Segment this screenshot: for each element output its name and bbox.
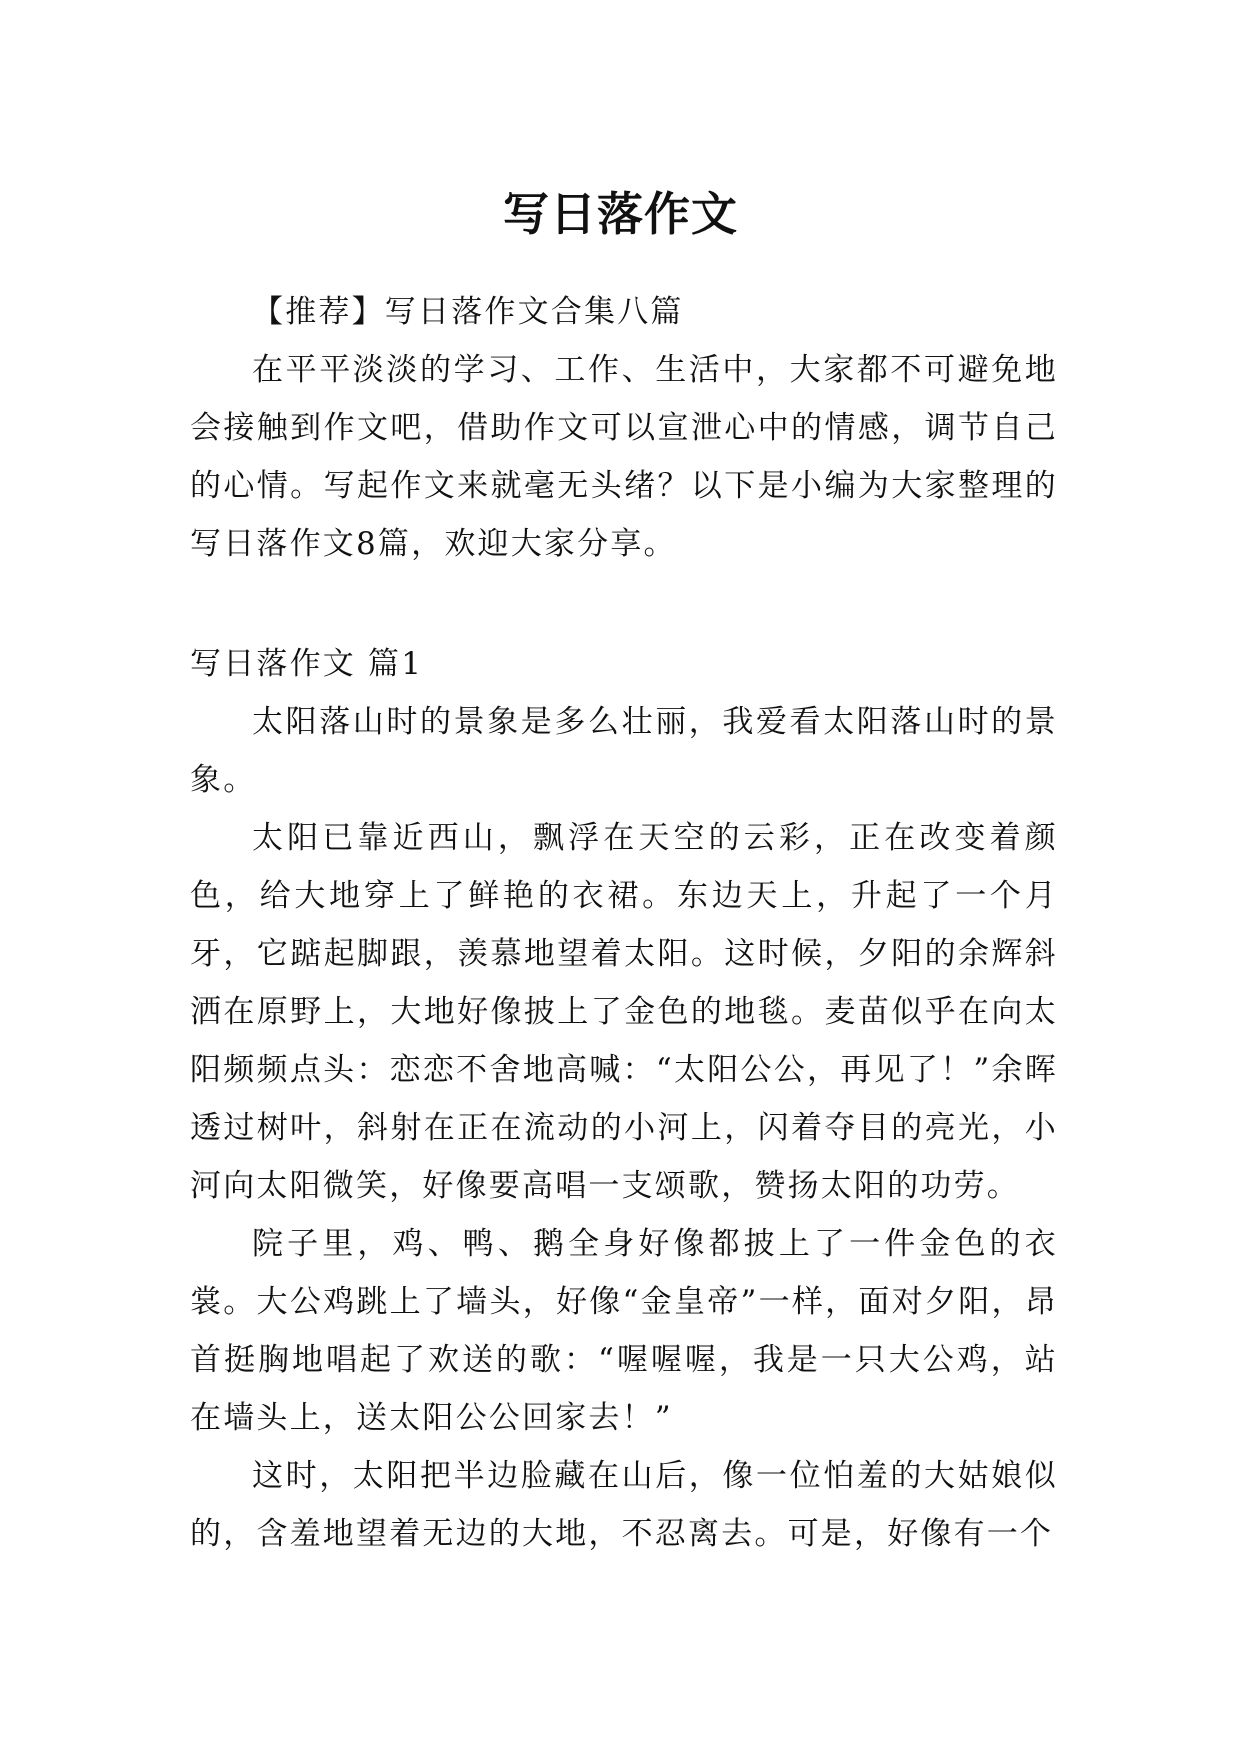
- intro-paragraph-recommend: 【推荐】写日落作文合集八篇: [252, 294, 684, 330]
- intro-paragraph-summary: 在平平淡淡的学习、工作、生活中，大家都不可避免地会接触到作文吧，借助作文可以宣泄心中的情感，调节自己的心情。写起作文来就毫无头绪？以下是小编为大家整理的写日落作文8篇，欢迎大家分享。: [190, 352, 1058, 562]
- section-paragraph: 院子里，鸡、鸭、鹅全身好像都披上了一件金色的衣裳。大公鸡跳上了墙头，好像“金皇帝”一样，面对夕阳，昂首挺胸地唱起了欢送的歌：“喔喔喔，我是一只大公鸡，站在墙头上，送太阳公公回家去！”: [190, 1226, 1058, 1436]
- intro-block: [190, 283, 1058, 573]
- section-paragraph: 这时，太阳把半边脸藏在山后，像一位怕羞的大姑娘似的，含羞地望着无边的大地，不忍离去。可是，好像有一个: [190, 1458, 1058, 1552]
- section-paragraph: 太阳落山时的景象是多么壮丽，我爱看太阳落山时的景象。: [190, 704, 1058, 798]
- section-heading: 写日落作文 篇1: [190, 646, 424, 682]
- section-paragraph: 太阳已靠近西山，飘浮在天空的云彩，正在改变着颜色，给大地穿上了鲜艳的衣裙。东边天上，升起了一个月牙，它踮起脚跟，羡慕地望着太阳。这时候，夕阳的余辉斜洒在原野上，大地好像披上了金色的地毯。麦苗似乎在向太阳频频点头：恋恋不舍地高喊：“太阳公公，再见了！”余晖透过树叶，斜射在正在流动的小河上，闪着夺目的亮光，小河向太阳微笑，好像要高唱一支颂歌，赞扬太阳的功劳。: [190, 820, 1058, 1204]
- document-title: 写日落作文: [503, 186, 738, 241]
- section-body: [190, 693, 1058, 1563]
